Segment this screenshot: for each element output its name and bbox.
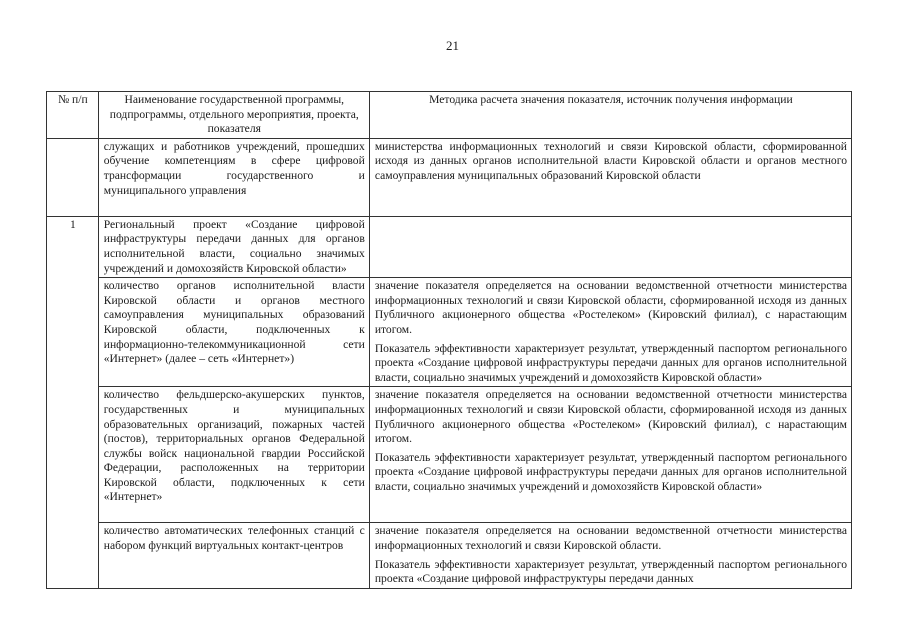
indicator-name: служащих и работников учреждений, прошедших обучение компетенциям в сфере цифровой трансформации государственного и муниципального управления xyxy=(98,138,369,216)
method-paragraph: значение показателя определяется на основании ведомственной отчетности министерства информационных технологий и связи Кировской области, сформированной исходя из данных Публичного акционерного общества «Ростелеком» (Кировский филиал), с нарастающим итогом. xyxy=(374,279,847,336)
method-paragraph: министерства информационных технологий и связи Кировской области, сформированной исходя из данных органов исполнительной власти Кировской области и органов местного самоуправления муниципальных образований Кировской области xyxy=(374,139,847,182)
indicator-name: количество органов исполнительной власти Кировской области и органов местного самоуправления муниципальных образований Кировской области, подключенных к информационно-телекоммуникационной сети «Интернет» (далее – сеть «Интернет») xyxy=(98,278,369,387)
method-paragraph: Показатель эффективности характеризует результат, утвержденный паспортом регионального проекта «Создание цифровой инфраструктуры передачи данных для органов исполнительной власти, социально значимых учреждений и домохозяйств Кировской области» xyxy=(374,341,847,384)
method-cell xyxy=(369,387,851,523)
indicator-methodology-table xyxy=(46,91,852,589)
row-num xyxy=(47,138,99,216)
method-paragraph: значение показателя определяется на основании ведомственной отчетности министерства информационных технологий и связи Кировской области. xyxy=(374,524,847,552)
header-method: Методика расчета значения показателя, источник получения информации xyxy=(369,92,851,139)
table-row xyxy=(47,138,852,216)
method-cell-empty xyxy=(369,216,851,277)
table-row xyxy=(47,278,852,387)
table-row xyxy=(47,216,852,277)
table-row xyxy=(47,387,852,523)
method-paragraph: Показатель эффективности характеризует результат, утвержденный паспортом регионального проекта «Создание цифровой инфраструктуры передачи данных для органов исполнительной власти, социально значимых учреждений и домохозяйств Кировской области» xyxy=(374,450,847,493)
header-name: Наименование государственной программы, подпрограммы, отдельного мероприятия, проекта, показателя xyxy=(98,92,369,139)
method-cell xyxy=(369,523,851,588)
row-num: 1 xyxy=(47,216,99,277)
row-num xyxy=(47,278,99,387)
table-header-row xyxy=(47,92,852,139)
method-paragraph: Показатель эффективности характеризует результат, утвержденный паспортом регионального проекта «Создание цифровой инфраструктуры передачи данных xyxy=(374,557,847,586)
indicator-name: количество фельдшерско-акушерских пунктов, государственных и муниципальных образовательных организаций, пожарных частей (постов), территориальных органов Федеральной службы войск национальной гвардии Российской Федерации, расположенных на территории Кировской области, подключенных к сети «Интернет» xyxy=(98,387,369,523)
method-cell xyxy=(369,138,851,216)
indicator-name: количество автоматических телефонных станций с набором функций виртуальных контакт-центров xyxy=(98,523,369,588)
page-number: 21 xyxy=(446,38,459,53)
row-num xyxy=(47,387,99,523)
header-num: № п/п xyxy=(47,92,99,139)
method-paragraph: значение показателя определяется на основании ведомственной отчетности министерства информационных технологий и связи Кировской области, сформированной исходя из данных Публичного акционерного общества «Ростелеком» (Кировский филиал), с нарастающим итогом. xyxy=(374,388,847,446)
row-num xyxy=(47,523,99,588)
project-name: Региональный проект «Создание цифровой инфраструктуры передачи данных для органов исполнительной власти, социально значимых учреждений и домохозяйств Кировской области» xyxy=(98,216,369,277)
method-cell xyxy=(369,278,851,387)
table-row xyxy=(47,523,852,588)
